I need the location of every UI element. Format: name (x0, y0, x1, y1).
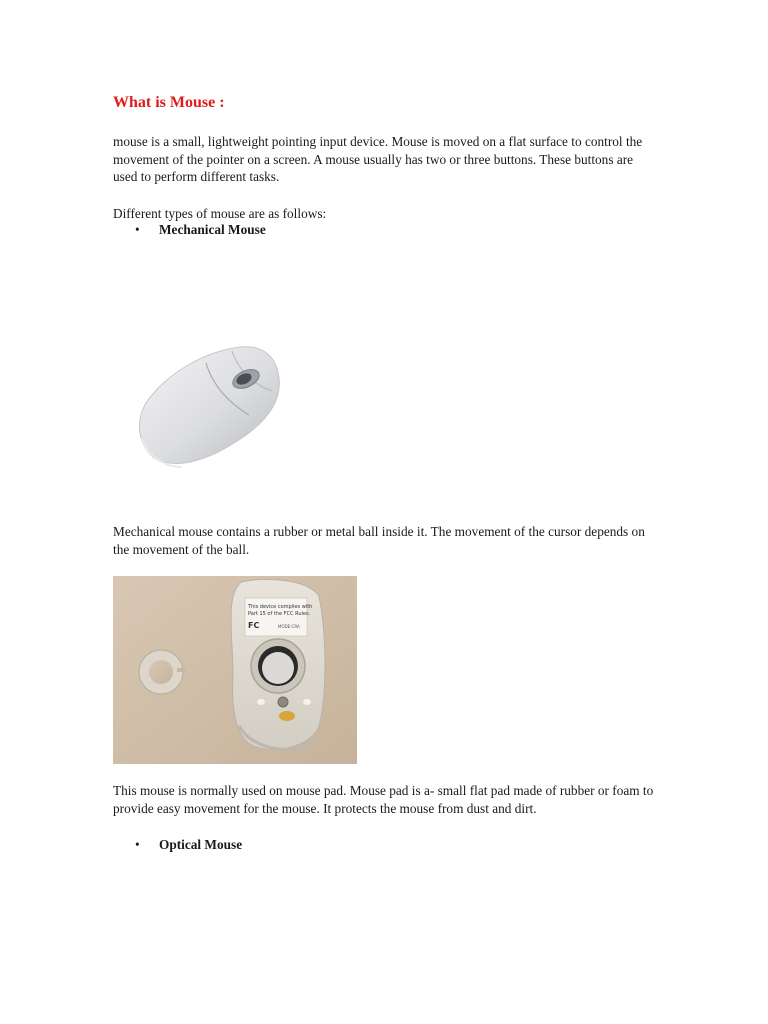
bullet-mechanical-mouse (135, 221, 266, 238)
bullet-dot: • (135, 837, 140, 852)
sticker-code: MODE:CRA (278, 624, 300, 629)
page-title: What is Mouse : (113, 94, 225, 111)
intro-paragraph: mouse is a small, lightweight pointing input device. Mouse is moved on a flat surface to control the movement of the pointer on a screen. A mouse usually has two or three buttons. These buttons are used to perform different tasks. (113, 134, 643, 184)
bullet-dot: • (135, 222, 140, 237)
types-intro: Different types of mouse are as follows: (113, 206, 327, 221)
mouse-pad-description: This mouse is normally used on mouse pad. Mouse pad is a- small flat pad made of rubber or foam to provide easy movement for the mouse. It protects the mouse from dust and dirt. (113, 783, 654, 816)
bullet-optical-mouse (135, 836, 242, 853)
bullet-label: Optical Mouse (159, 837, 243, 852)
sticker-line1: This device complies with (248, 604, 313, 610)
mechanical-description: Mechanical mouse contains a rubber or metal ball inside it. The movement of the cursor depends on the movement of the ball. (113, 524, 645, 557)
mechanical-mouse-image (134, 343, 284, 473)
mouse-underside-photo (113, 576, 357, 764)
bullet-label: Mechanical Mouse (159, 222, 266, 237)
sticker-line2: Part 15 of the FCC Rules. (248, 611, 311, 617)
sticker-fcc: FC (248, 621, 260, 630)
